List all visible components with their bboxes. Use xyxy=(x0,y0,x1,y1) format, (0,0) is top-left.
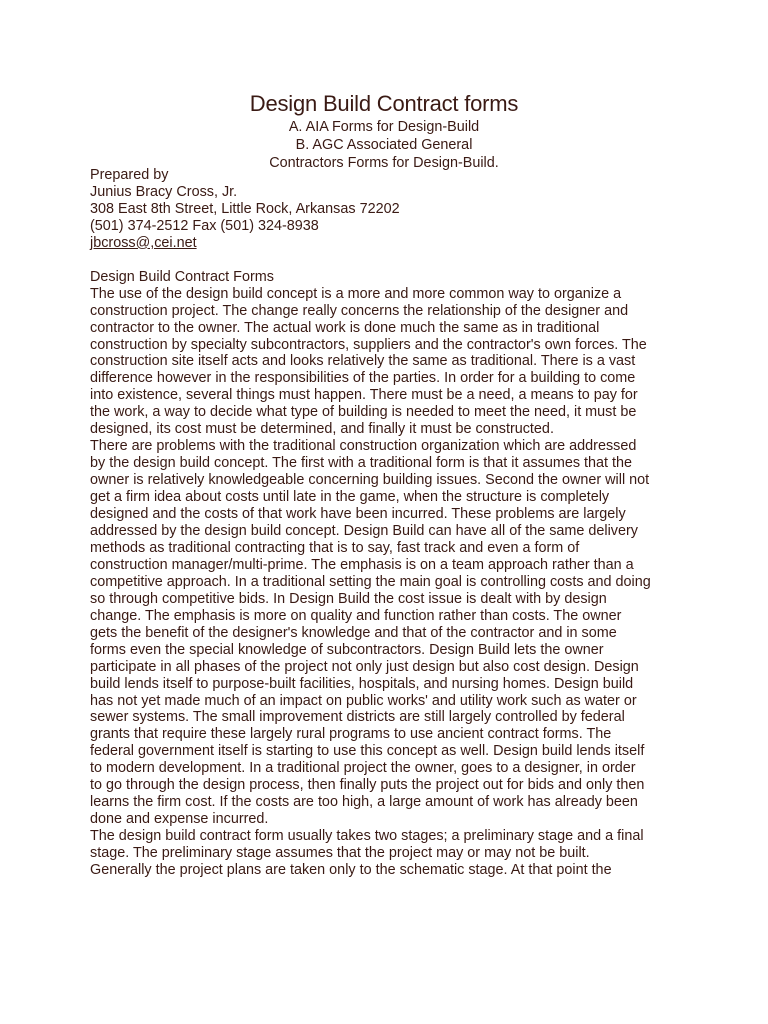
document-title: Design Build Contract forms xyxy=(249,91,519,116)
paragraph-line: build lends itself to purpose-built facilities, hospitals, and nursing homes. Design build xyxy=(90,675,634,692)
section-heading: Design Build Contract Forms xyxy=(90,268,274,285)
paragraph-line: change. The emphasis is more on quality and function rather than costs. The owner xyxy=(90,607,622,624)
paragraph-line: competitive approach. In a traditional setting the main goal is controlling costs and doing xyxy=(90,573,651,590)
paragraph-line: Generally the project plans are taken only to the schematic stage. At that point the xyxy=(90,862,612,879)
paragraph-line: The design build contract form usually takes two stages; a preliminary stage and a final xyxy=(90,828,644,845)
paragraph-line: get a firm idea about costs until late in the game, when the structure is completely xyxy=(90,489,610,506)
paragraph-line: methods as traditional contracting that is to say, fast track and even a form of xyxy=(90,539,580,556)
paragraph-line: owner is relatively knowledgeable concerning building issues. Second the owner will not xyxy=(90,472,650,489)
paragraph-line: difference however in the responsibilities of the parties. In order for a building to come xyxy=(90,370,636,387)
paragraph-line: construction project. The change really concerns the relationship of the designer and xyxy=(90,302,629,319)
prepared-by-label: Prepared by xyxy=(90,167,169,183)
paragraph-line: construction manager/multi-prime. The emphasis is on a team approach rather than a xyxy=(90,556,634,573)
paragraph-line: The use of the design build concept is a more and more common way to organize a xyxy=(90,285,622,302)
document-body xyxy=(90,167,690,879)
paragraph-line: done and expense incurred. xyxy=(90,811,269,828)
paragraph-line: construction site itself acts and looks relatively the same as traditional. There is a vast xyxy=(90,353,636,370)
paragraph-line: participate in all phases of the project not only just design but also cost design. Design xyxy=(90,658,639,675)
paragraph-line: grants that require these largely rural programs to use ancient contract forms. The xyxy=(90,726,612,743)
author-phone-fax: (501) 374-2512 Fax (501) 324-8938 xyxy=(90,217,319,234)
paragraph-3 xyxy=(90,828,690,879)
paragraph-line: so through competitive bids. In Design Build the cost issue is dealt with by design xyxy=(90,590,607,607)
paragraph-line: into existence, several things must happen. There must be a need, a means to pay for xyxy=(90,387,638,404)
title-block xyxy=(0,90,768,172)
paragraph-line: designed, its cost must be determined, and finally it must be constructed. xyxy=(90,421,554,438)
paragraph-1 xyxy=(90,286,690,439)
paragraph-line: to go through the design process, then finally puts the project out for bids and only then xyxy=(90,777,645,794)
paragraph-line: sewer systems. The small improvement districts are still largely controlled by federal xyxy=(90,709,625,726)
paragraph-line: forms even the special knowledge of subcontractors. Design Build lets the owner xyxy=(90,641,604,658)
paragraph-line: addressed by the design build concept. Design Build can have all of the same delivery xyxy=(90,523,638,539)
paragraph-line: contractor to the owner. The actual work is done much the same as in traditional xyxy=(90,319,600,336)
paragraph-line: learns the firm cost. If the costs are too high, a large amount of work has already been xyxy=(90,794,638,811)
author-name: Junius Bracy Cross, Jr. xyxy=(90,183,238,200)
paragraph-line: the work, a way to decide what type of building is needed to meet the need, it must be xyxy=(90,404,637,421)
author-email-link[interactable]: jbcross@,cei.net xyxy=(90,234,197,251)
author-address: 308 East 8th Street, Little Rock, Arkansas 72202 xyxy=(90,200,400,217)
paragraph-line: to modern development. In a traditional project the owner, goes to a designer, in order xyxy=(90,760,636,777)
paragraph-line: by the design build concept. The first with a traditional form is that it assumes that the xyxy=(90,455,633,472)
paragraph-line: stage. The preliminary stage assumes that the project may or may not be built. xyxy=(90,845,590,862)
blank-line xyxy=(90,252,690,269)
paragraph-line: has not yet made much of an impact on public works' and utility work such as water or xyxy=(90,692,637,709)
paragraph-2 xyxy=(90,438,690,828)
paragraph-line: There are problems with the traditional construction organization which are addressed xyxy=(90,438,637,455)
paragraph-line: federal government itself is starting to use this concept as well. Design build lends itself xyxy=(90,743,645,760)
subtitle-line-c: Contractors Forms for Design-Build. xyxy=(269,155,499,171)
paragraph-line: designed and the costs of that work have been incurred. These problems are largely xyxy=(90,506,626,523)
paragraph-line: construction by specialty subcontractors, suppliers and the contractor's own forces. The xyxy=(90,336,647,353)
paragraph-line: gets the benefit of the designer's knowledge and that of the contractor and in some xyxy=(90,624,617,641)
subtitle-line-b: B. AGC Associated General xyxy=(295,137,473,153)
subtitle-line-a: A. AIA Forms for Design-Build xyxy=(288,119,480,135)
